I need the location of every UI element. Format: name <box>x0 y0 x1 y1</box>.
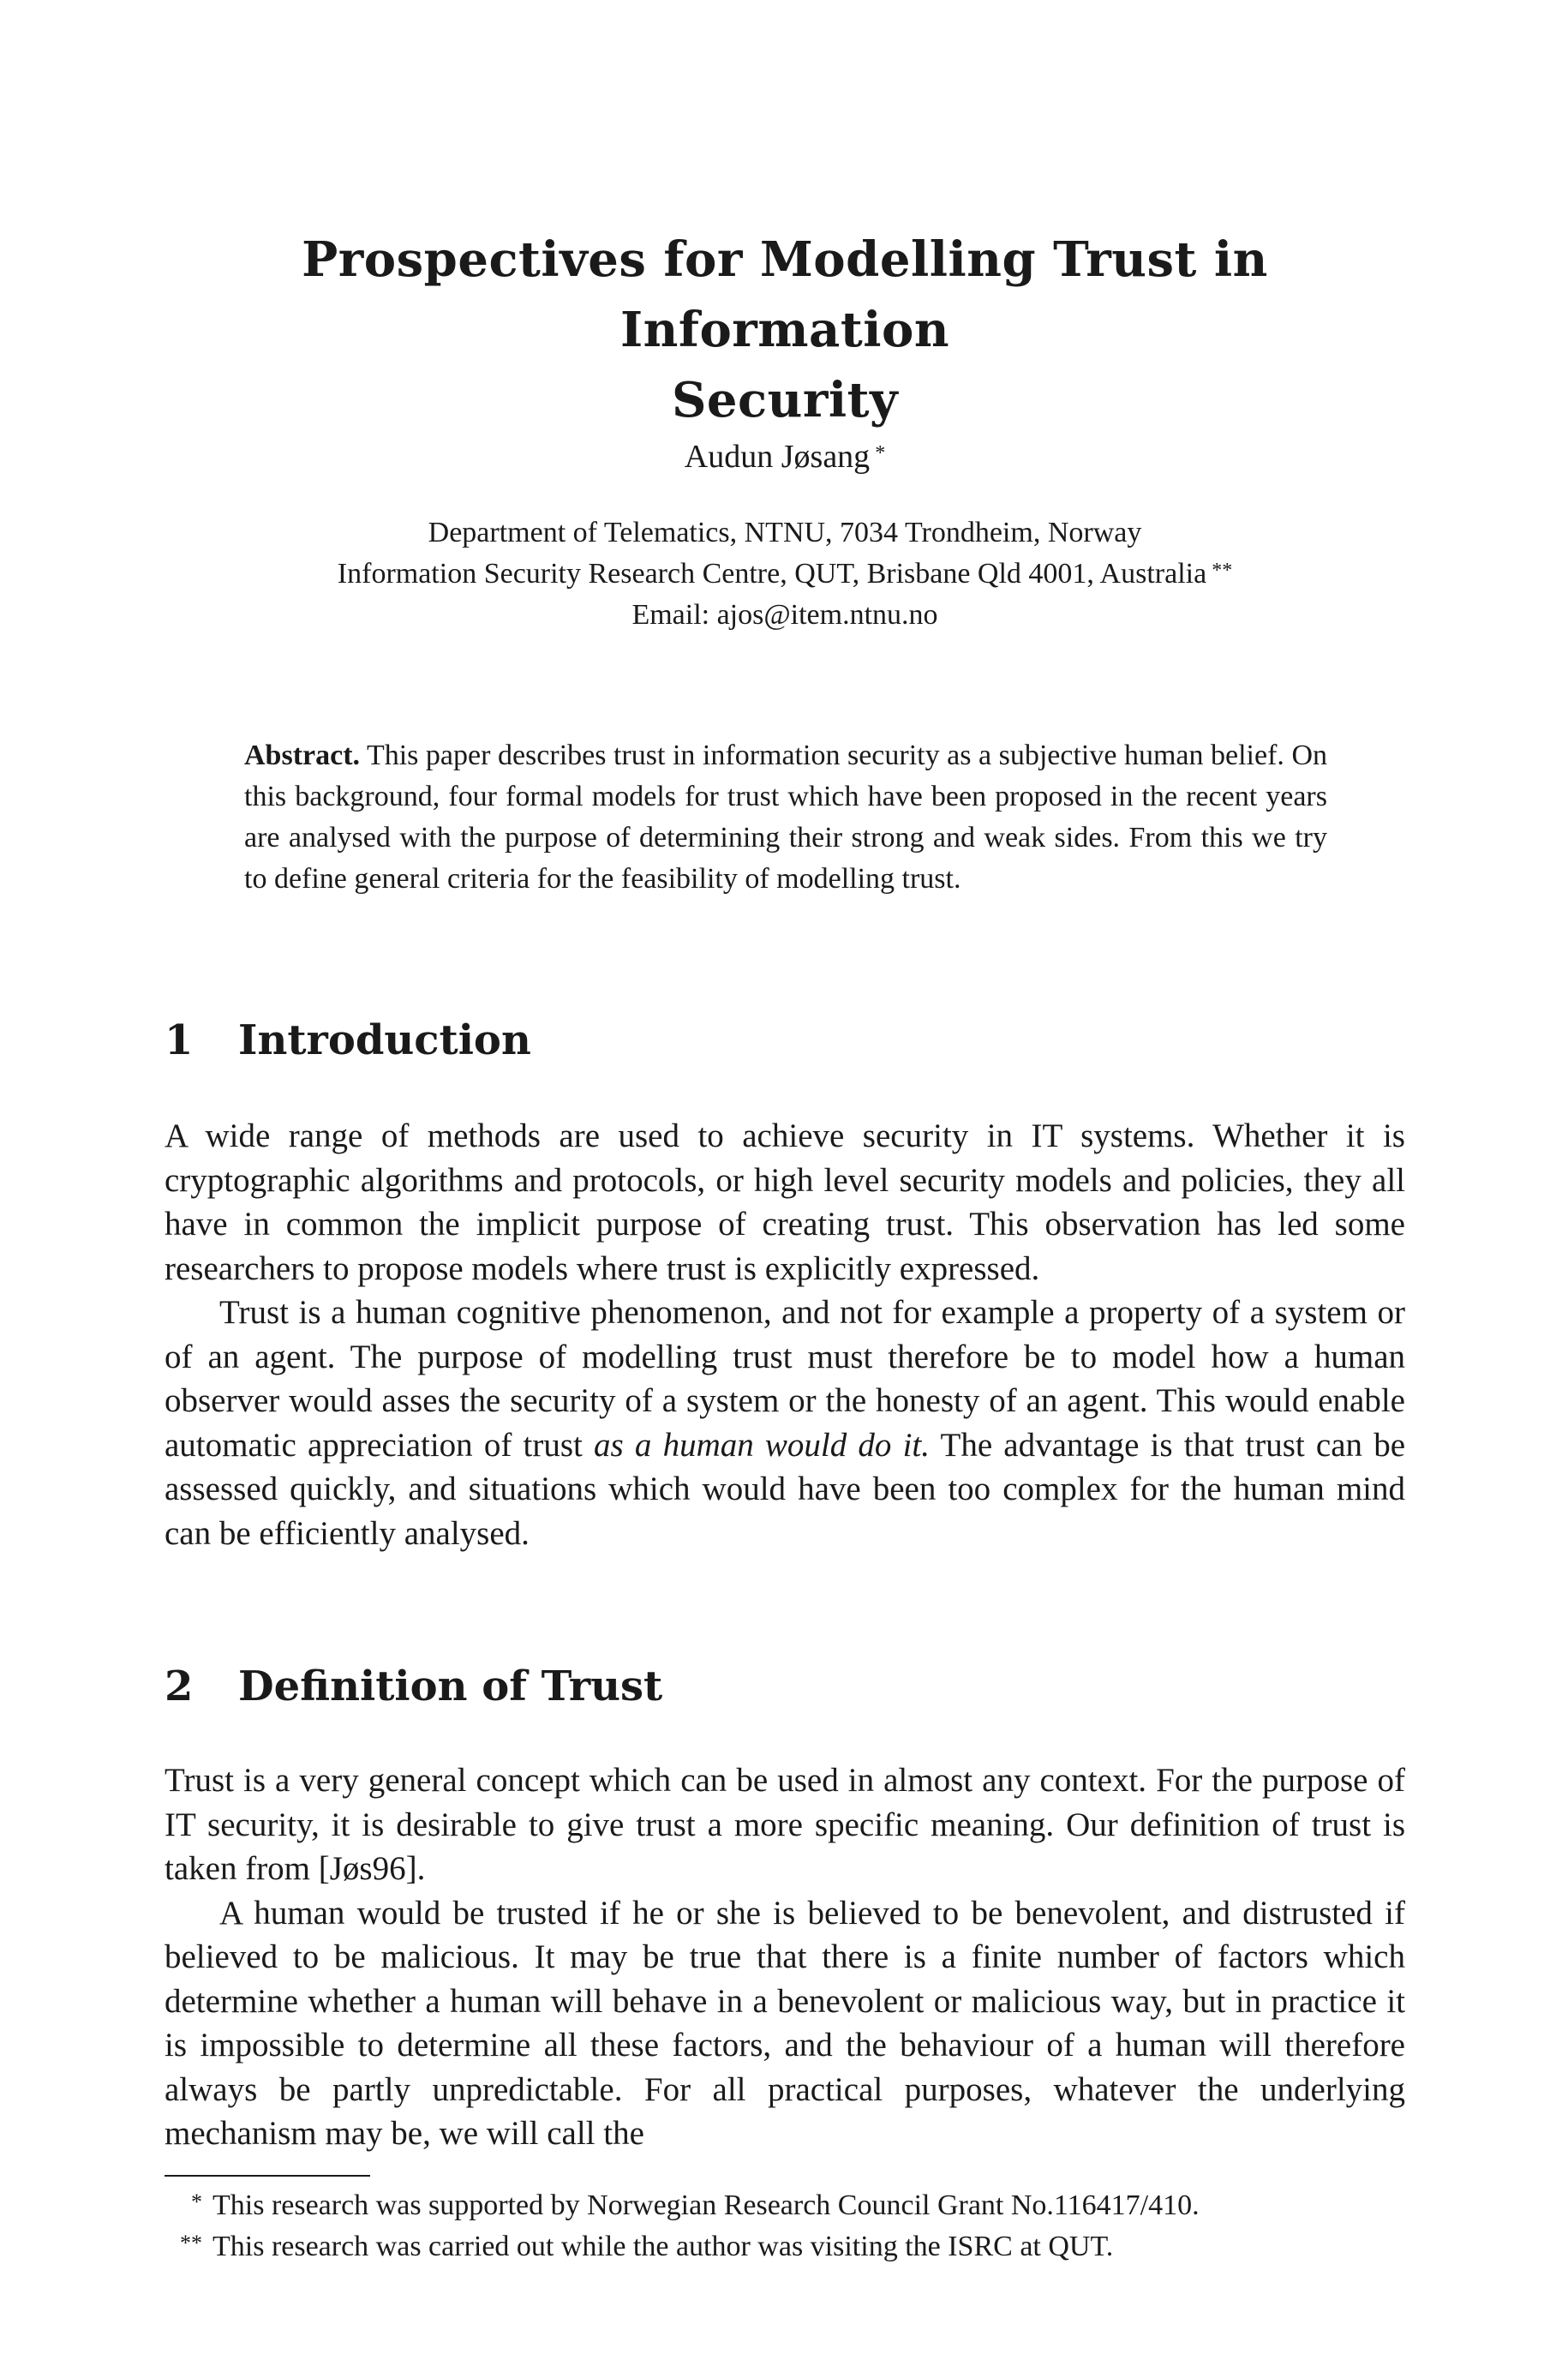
section-1-paragraph-2-emphasis: as a human would do it. <box>594 1426 931 1464</box>
footnote-2-mark: ** <box>180 2231 202 2255</box>
footnote-1 <box>165 2185 1405 2226</box>
abstract <box>244 735 1327 900</box>
section-1-number: 1 <box>165 1016 194 1064</box>
abstract-text: This paper describes trust in information security as a subjective human belief. On this background, four formal models for trust which have been proposed in the recent years are analysed with the purpose of determining their strong and weak sides. From this we try to define general criteria for the feasibility of modelling trust. <box>244 740 1327 895</box>
section-1-body <box>165 1114 1405 1555</box>
section-2-paragraph-1: Trust is a very general concept which can be used in almost any context. For the purpose of IT security, it is desirable to give trust a more specific meaning. Our definition of trust is taken from [Jøs96]. <box>165 1762 1405 1887</box>
affiliations <box>165 512 1405 636</box>
author-name: Audun Jøsang <box>684 439 871 475</box>
author-line <box>165 437 1405 476</box>
affiliation-2 <box>165 554 1405 595</box>
paper-title <box>165 225 1405 435</box>
section-2-number: 2 <box>165 1662 194 1710</box>
section-2-body <box>165 1758 1405 2156</box>
section-1-paragraph-2-b: The advantage is that trust can be assessed quickly, and situations which would have been too complex for the human mind can be efficiently analysed. <box>165 1426 1406 1552</box>
section-1-title: Introduction <box>238 1016 531 1064</box>
section-1-paragraph-2-a: Trust is a human cognitive phenomenon, and not for example a property of a system or of an agent. The purpose of modelling trust must therefore be to model how a human observer would asses the security of a system or the honesty of an agent. This would enable automatic appreciation of trust <box>165 1294 1405 1464</box>
paper-page <box>165 0 1405 2378</box>
section-1-paragraph-2 <box>165 1291 1405 1555</box>
footnote-rule <box>165 2175 370 2177</box>
author-email: Email: ajos@item.ntnu.no <box>631 599 938 631</box>
affiliation-2-text: Information Security Research Centre, QUT, Brisbane Qld 4001, Australia <box>337 558 1207 590</box>
footnote-2-text: This research was carried out while the author was visiting the ISRC at QUT. <box>212 2231 1114 2262</box>
section-2-title: Definition of Trust <box>238 1662 663 1710</box>
section-1-heading <box>165 1015 531 1066</box>
section-1-paragraph-1: A wide range of methods are used to achieve security in IT systems. Whether it is cryptographic algorithms and protocols, or high level security models and policies, they all have in common the implicit purpose of creating trust. This observation has led some researchers to propose models where trust is explicitly expressed. <box>165 1117 1405 1287</box>
footnote-1-mark: * <box>191 2189 202 2214</box>
section-2-heading <box>165 1661 662 1712</box>
abstract-label: Abstract. <box>244 740 361 771</box>
affiliation-footnote-mark: ** <box>1212 560 1233 582</box>
author-footnote-mark: * <box>875 442 886 464</box>
title-line-2: Security <box>671 372 899 428</box>
title-line-1: Prospectives for Modelling Trust in Information <box>302 231 1268 358</box>
footnote-2 <box>165 2226 1405 2267</box>
affiliation-1: Department of Telematics, NTNU, 7034 Trondheim, Norway <box>428 517 1142 548</box>
section-2-paragraph-2: A human would be trusted if he or she is believed to be benevolent, and distrusted if believed to be malicious. It may be true that there is a finite number of factors which determine whether a human will behave in a benevolent or malicious way, but in practice it is impossible to determine all these factors, and the behaviour of a human will therefore always be partly unpredictable. For all practical purposes, whatever the underlying mechanism may be, we will call the <box>165 1894 1405 2152</box>
footnote-1-text: This research was supported by Norwegian Research Council Grant No.116417/410. <box>212 2189 1200 2221</box>
footnotes <box>165 2185 1405 2267</box>
